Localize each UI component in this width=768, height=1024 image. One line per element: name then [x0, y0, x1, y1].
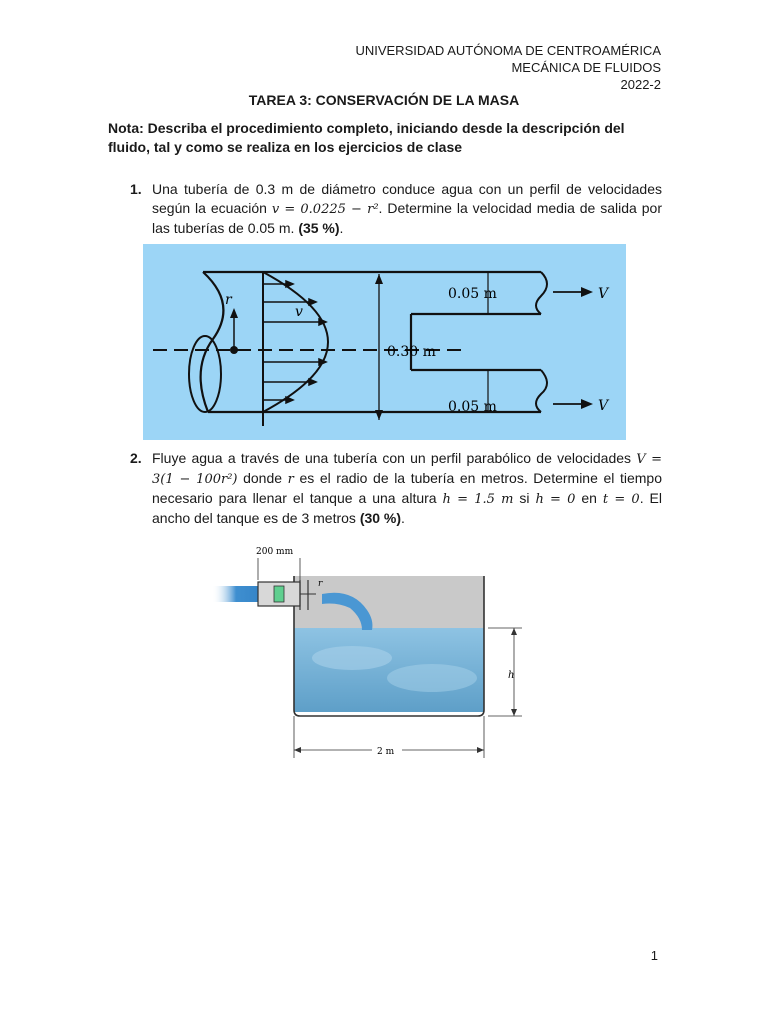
figure-tank-filling [212, 540, 532, 764]
page-number: 1 [650, 948, 658, 963]
question-2-equation: V = 3(1 − 100r²) [152, 452, 662, 487]
label-tank-width: 2 m [377, 747, 395, 757]
label-outlet-bottom: 0.05 m [448, 399, 497, 415]
question-1-text: Una tubería de 0.3 m de diámetro conduce agua con un perfil de velocidades según la ecuación v = 0.0225 − r². Determine la velocidad media de salida por las tuberías de 0.05 m. (35 %). [152, 181, 662, 236]
pipe-diagram [143, 244, 626, 440]
question-1-number: 1. [130, 181, 142, 197]
outlet-arrow-bottom [581, 399, 593, 409]
label-outlet-top: 0.05 m [448, 286, 497, 302]
label-pipe-diameter: 200 mm [256, 547, 294, 557]
label-V-top: V [598, 286, 609, 302]
velocity-arrows [263, 281, 326, 403]
assignment-title: TAREA 3: CONSERVACIÓN DE LA MASA [248, 92, 520, 108]
question-2-percent: (30 %) [359, 510, 402, 526]
question-2 [130, 449, 662, 528]
question-2-text: Fluye agua a través de una tubería con un perfil parabólico de velocidades V = 3(1 − 100r²) donde r es el radio de la tubería en metros. Determine el tiempo necesario para llenar el tanque a una altura h = 1.5 m si h = 0 en t = 0. El ancho del tanque es de 3 metros (30 %). [152, 450, 662, 526]
figure-pipe-velocity-profile [143, 244, 626, 440]
assignment-note: Nota: Describa el procedimiento completo, iniciando desde la descripción del fluido, tal y como se realiza en los ejercicios de clase [108, 120, 625, 155]
term: 2022-2 [620, 77, 661, 92]
label-radius: r [318, 579, 323, 589]
label-diameter: 0.30 m [387, 344, 436, 360]
label-V-bottom: V [598, 398, 609, 414]
tank-diagram [212, 540, 532, 764]
outlet-arrow-top [581, 287, 593, 297]
label-height: h [508, 670, 515, 681]
university-name: UNIVERSIDAD AUTÓNOMA DE CENTROAMÉRICA [355, 43, 661, 58]
document-header [355, 42, 661, 93]
question-1-percent: (35 %) [298, 220, 340, 236]
question-2-number: 2. [130, 450, 142, 466]
label-v: v [295, 304, 303, 320]
question-1-equation: v = 0.0225 − r² [271, 202, 379, 217]
question-1 [130, 180, 662, 238]
parabolic-profile [263, 272, 328, 412]
course-name: MECÁNICA DE FLUIDOS [511, 60, 661, 75]
label-r: r [225, 292, 232, 308]
